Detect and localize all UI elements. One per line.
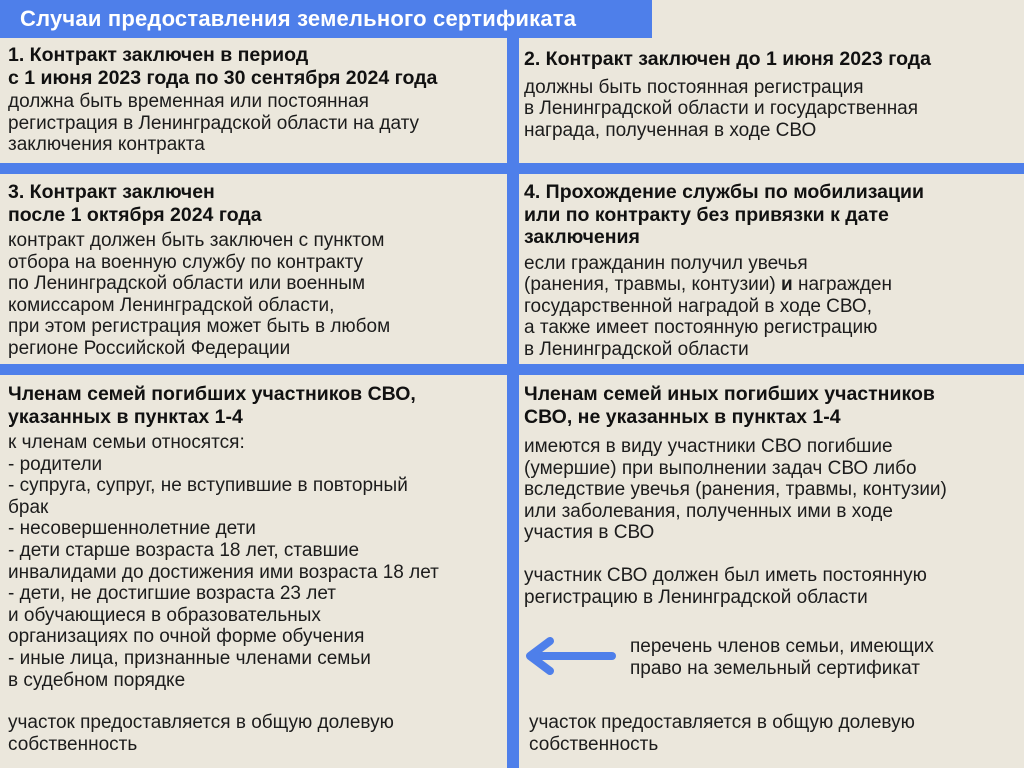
list-item: - супруга, супруг, не вступившие в повторный	[8, 475, 408, 497]
page-title: Случаи предоставления земельного сертификата	[0, 0, 652, 38]
case-1-heading: 1. Контракт заключен в период с 1 июня 2023 года по 30 сентября 2024 года	[8, 44, 438, 89]
other-families-panel	[524, 383, 1019, 608]
other-families-text: имеются в виду участники СВО погибшие (умершие) при выполнении задач СВО либо вследствие увечья (ранения, травмы, контузии) или заболевания, полученных ими в ходе участия в СВО	[524, 436, 947, 544]
list-item: брак	[8, 496, 49, 518]
case-2-heading: 2. Контракт заключен до 1 июня 2023 года	[524, 48, 931, 70]
arrow-note: перечень членов семьи, имеющих право на земельный сертификат	[630, 636, 934, 679]
list-item: инвалидами до достижения ими возраста 18 лет	[8, 561, 439, 583]
case-4-heading: 4. Прохождение службы по мобилизации или по контракту без привязки к дате заключения	[524, 181, 924, 248]
family-members-panel	[8, 383, 503, 755]
horizontal-divider-2	[0, 364, 1024, 375]
family-members-heading: Членам семей погибших участников СВО, указанных в пунктах 1-4	[8, 383, 416, 428]
case-2-panel	[524, 48, 1019, 141]
other-families-footer: участок предоставляется в общую долевую собственность	[529, 712, 915, 755]
arrow-left-icon	[520, 636, 616, 676]
list-item: и обучающиеся в образовательных	[8, 604, 321, 626]
list-item: - иные лица, признанные членами семьи	[8, 647, 371, 669]
family-members-list	[8, 454, 503, 692]
case-1-text: должна быть временная или постоянная регистрация в Ленинградской области на дату заключения контракта	[8, 91, 420, 156]
vertical-divider	[507, 38, 519, 768]
case-3-panel	[8, 181, 503, 360]
family-members-footer: участок предоставляется в общую долевую собственность	[8, 712, 394, 755]
list-item: - дети, не достигшие возраста 23 лет	[8, 583, 336, 605]
case-3-text: контракт должен быть заключен с пунктом отбора на военную службу по контракту по Ленинградской области или военным комиссаром Ленинградской области, при этом регистрация может быть в любом регионе Российской Федерации	[8, 230, 391, 359]
case-1-panel	[8, 44, 503, 156]
horizontal-divider-1	[0, 163, 1024, 174]
list-item: - несовершеннолетние дети	[8, 518, 256, 540]
list-item: в судебном порядке	[8, 669, 186, 691]
case-4-panel	[524, 181, 1019, 360]
list-item: организациях по очной форме обучения	[8, 626, 365, 648]
other-families-heading: Членам семей иных погибших участников СВО, не указанных в пунктах 1-4	[524, 383, 935, 428]
list-item: - родители	[8, 453, 103, 475]
case-2-text: должны быть постоянная регистрация в Ленинградской области и государственная награда, полученная в ходе СВО	[524, 76, 919, 141]
case-3-heading: 3. Контракт заключен после 1 октября 2024 года	[8, 181, 262, 226]
case-4-text: если гражданин получил увечья (ранения, травмы, контузии) и награжден государственной наградой в ходе СВО, а также имеет постоянную регистрацию в Ленинградской области	[524, 252, 892, 360]
family-members-intro: к членам семьи относятся:	[8, 432, 245, 453]
list-item: - дети старше возраста 18 лет, ставшие	[8, 539, 360, 561]
other-families-registration: участник СВО должен был иметь постоянную регистрацию в Ленинградской области	[524, 564, 927, 608]
